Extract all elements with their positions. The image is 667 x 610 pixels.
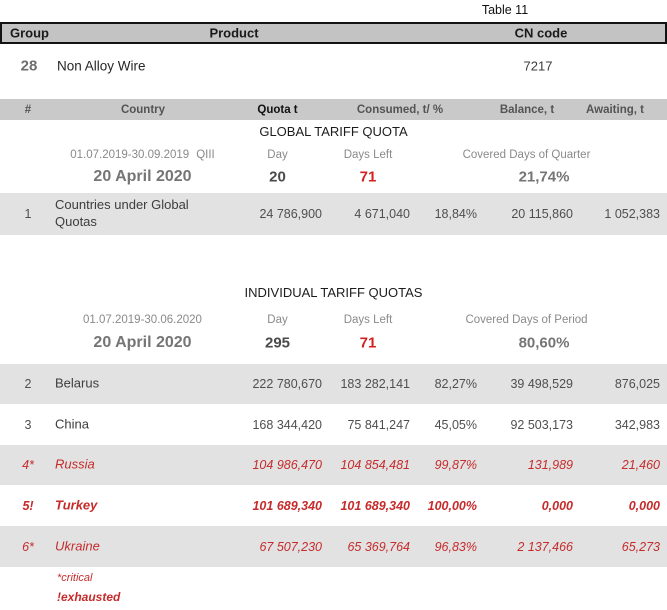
row-percent: 99,87% [434, 458, 477, 472]
row-number: 6* [22, 539, 34, 554]
global-covered-value: 21,74% [518, 168, 570, 186]
product-name: Non Alloy Wire [57, 58, 146, 74]
cn-code-value: 7217 [523, 58, 553, 74]
individual-info-labels [0, 313, 667, 327]
row-percent: 100,00% [427, 499, 477, 513]
row-consumed: 65 369,764 [347, 539, 410, 554]
product-header-bar [0, 22, 667, 44]
global-period [40, 149, 245, 161]
individual-section-title: INDIVIDUAL TARIFF QUOTAS [244, 285, 423, 300]
global-days-left-label: Days Left [343, 149, 393, 161]
individual-period: 01.07.2019-30.06.2020 [83, 314, 202, 326]
global-info-values [0, 165, 667, 189]
individual-day-label: Day [267, 314, 288, 326]
row-country: Russia [55, 456, 95, 472]
row-consumed: 4 671,040 [354, 207, 410, 221]
row-country: China [55, 416, 89, 432]
row-awaiting: 876,025 [614, 377, 660, 391]
individual-day-value: 295 [264, 334, 291, 352]
row-awaiting: 65,273 [621, 539, 660, 554]
row-balance: 131,989 [527, 458, 573, 472]
global-period-range: 01.07.2019-30.09.2019 [70, 149, 190, 161]
footnote-critical: *critical [57, 572, 93, 584]
global-info-labels [0, 148, 667, 162]
row-awaiting: 342,983 [614, 418, 660, 432]
row-quota: 222 780,670 [252, 377, 322, 391]
global-day-value: 20 [269, 168, 286, 186]
quota-column-header: Quota t [257, 103, 298, 116]
row-consumed: 104 854,481 [340, 458, 410, 472]
cn-code-column-header: CN code [514, 25, 568, 41]
row-percent: 18,84% [434, 207, 477, 221]
row-country: Belarus [55, 375, 100, 391]
consumed-column-header: Consumed, t/ % [356, 103, 444, 116]
global-days-left-value: 71 [359, 168, 377, 186]
row-number: 2 [24, 377, 32, 391]
row-consumed: 101 689,340 [340, 499, 410, 513]
row-quota: 168 344,420 [252, 418, 322, 432]
row-quota: 67 507,230 [259, 539, 322, 554]
row-balance: 39 498,529 [510, 377, 573, 391]
table-row [0, 405, 667, 445]
group-column-header: Group [10, 25, 49, 41]
table-row [0, 526, 667, 567]
row-balance: 2 137,466 [517, 539, 573, 554]
row-quota: 101 689,340 [252, 499, 322, 513]
row-consumed: 183 282,141 [340, 377, 410, 391]
individual-days-left-value: 71 [359, 334, 377, 352]
table-row [0, 193, 667, 235]
row-quota: 24 786,900 [259, 207, 322, 221]
row-country: Turkey [55, 497, 98, 513]
table-caption: Table 11 [481, 3, 529, 17]
table-row [0, 445, 667, 485]
country-column-header: Country [120, 103, 166, 116]
row-number: 4* [22, 458, 34, 472]
row-percent: 45,05% [434, 418, 477, 432]
row-number: 1 [24, 207, 32, 221]
product-row [0, 52, 667, 80]
row-number: 5! [22, 499, 34, 513]
balance-column-header: Balance, t [499, 103, 555, 116]
individual-current-date: 20 April 2020 [93, 334, 192, 351]
row-consumed: 75 841,247 [347, 418, 410, 432]
table-row [0, 486, 667, 526]
row-awaiting: 1 052,383 [604, 207, 660, 221]
row-percent: 96,83% [434, 539, 477, 554]
num-column-header: # [24, 103, 32, 116]
row-quota: 104 986,470 [252, 458, 322, 472]
global-covered-label: Covered Days of Quarter [462, 149, 591, 161]
quota-columns-header-bar [0, 99, 667, 120]
individual-covered-label: Covered Days of Period [465, 314, 588, 326]
table-row [0, 364, 667, 404]
row-balance: 92 503,173 [510, 418, 573, 432]
row-balance: 20 115,860 [511, 207, 573, 221]
row-percent: 82,27% [434, 377, 477, 391]
individual-info-values [0, 331, 667, 355]
product-column-header: Product [209, 25, 259, 41]
row-awaiting: 0,000 [628, 499, 660, 513]
row-country: Ukraine [55, 538, 100, 554]
group-number: 28 [20, 57, 38, 75]
awaiting-column-header: Awaiting, t [586, 103, 644, 116]
footnote-exhausted: !exhausted [57, 590, 121, 604]
individual-days-left-label: Days Left [343, 314, 393, 326]
row-balance: 0,000 [541, 499, 573, 513]
row-country: Countries under Global Quotas [55, 197, 189, 229]
global-section-title: GLOBAL TARIFF QUOTA [259, 124, 408, 139]
individual-covered-value: 80,60% [518, 334, 570, 352]
row-awaiting: 21,460 [621, 458, 660, 472]
global-day-label: Day [267, 149, 288, 161]
global-current-date: 20 April 2020 [93, 168, 192, 185]
row-number: 3 [24, 418, 32, 432]
global-period-quarter: QIII [196, 149, 215, 161]
